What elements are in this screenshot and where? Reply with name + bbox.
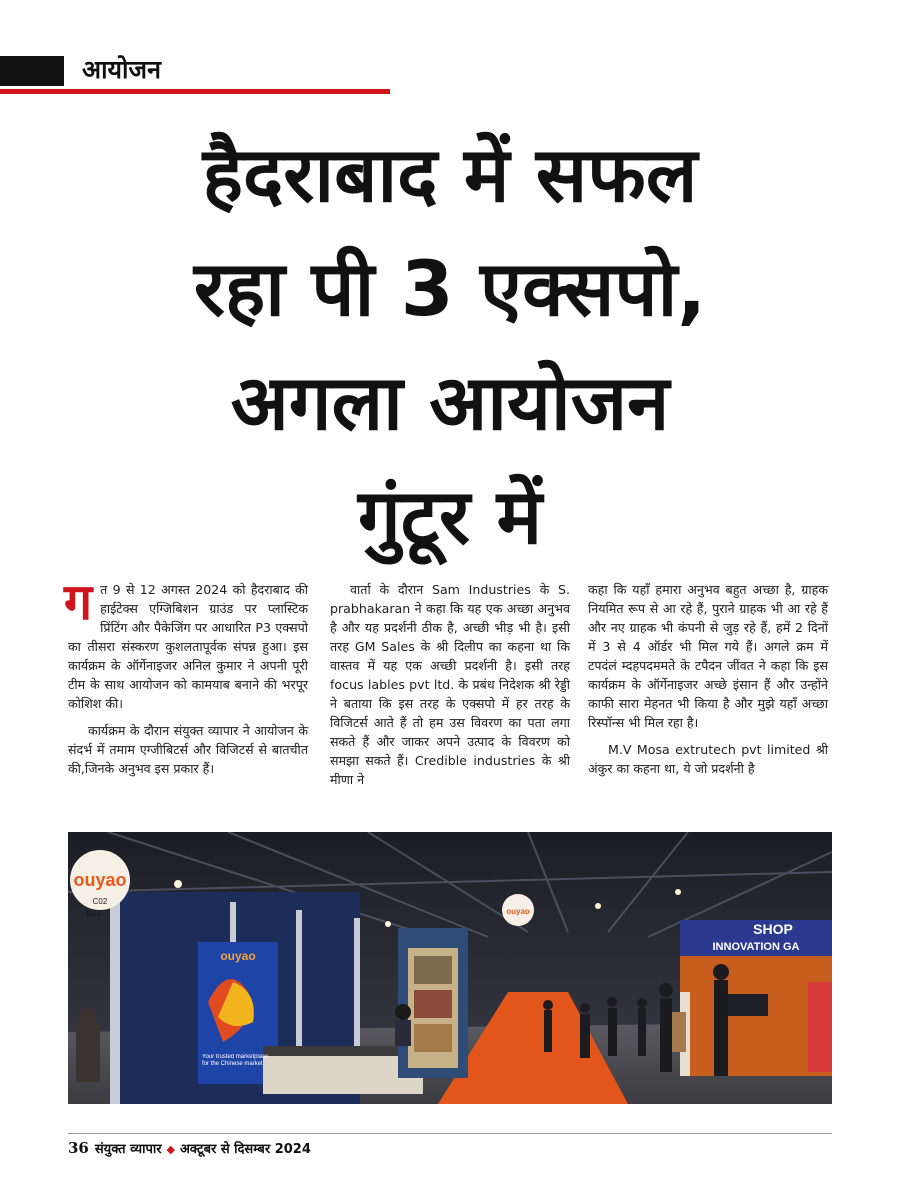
diamond-icon: ◆ [166, 1143, 175, 1156]
article-paragraph: M.V Mosa extrutech pvt limited श्री अंकुर का कहना था, ये जो प्रदर्शनी है [588, 742, 828, 776]
headline-line-1: हैदराबाद में सफल [202, 130, 698, 219]
booth-code-label: C02 [92, 897, 108, 906]
innovation-sign-label: INNOVATION GA [712, 941, 800, 953]
banner-tagline: Your trusted marketplace for the Chinese market [202, 1054, 269, 1067]
section-rule [0, 89, 390, 94]
section-bar [0, 56, 64, 86]
page-number: 36 [68, 1139, 89, 1157]
headline-line-4: गुंटूर में [357, 472, 543, 561]
expo-hall-photo [68, 832, 832, 1104]
headline-line-3: अगला आयोजन [230, 358, 670, 447]
drop-cap: ग [64, 573, 93, 631]
banner-brand-label: ouyao [220, 949, 256, 963]
article-paragraph: कहा कि यहाँ हमारा अनुभव बहुत अच्छा है, ग्राहक नियमित रूप से आ रहे हैं, पुराने ग्राहक भी आ रहे हैं और नए ग्राहक भी कंपनी से जुड़ रहे हैं, हमें 2 दिनों में 3 से 4 ऑर्डर भी मिल गये हैं। अगले क्रम में टपदंलं म्दहपदममतेे के टपैदन जींवत ने कहा कि इस कार्यक्रम के ऑर्गेनाइजर अच्छे इंसान हैं और उन्होंने काफी सारा मेहनत भी किया है और मुझे यहाँ अच्छा रिस्पॉन्स भी मिल रहा है। [588, 582, 828, 730]
article-paragraph: कार्यक्रम के दौरान संयुक्त व्यापार ने आयोजन के संदर्भ में तमाम एग्जीबिटर्स और विजिटर्स से बातचीत की,जिनके अनुभव इस प्रकार हैं। [68, 723, 308, 776]
magazine-name: संयुक्त व्यापार [94, 1142, 162, 1157]
article-paragraph: गत 9 से 12 अगस्त 2024 को हैदराबाद की हाईटेक्स एग्जिबिशन ग्राउंड पर प्लास्टिक प्रिंटिंग और पैकेजिंग पर आधारित P3 एक्सपो का तीसरा संस्करण कुशलतापूर्वक संपन्न हुआ। इस कार्यक्रम के ऑर्गेनाइजर अनिल कुमार ने अपनी पूरी टीम के साथ आयोजन को कामयाब बनाने की भरपूर कोशिश की। [64, 573, 308, 711]
booth-code-label: D03 [86, 909, 101, 918]
footer-rule [68, 1133, 832, 1134]
expo-hall-illustration [68, 832, 832, 1104]
headline-line-2: रहा पी 3 एक्सपो, [193, 244, 707, 333]
booth-brand-label: ouyao [73, 870, 127, 890]
article-column-1 [64, 573, 308, 786]
hanging-brand-label: ouyao [506, 907, 530, 916]
headline [30, 118, 870, 574]
article-paragraph: वार्ता के दौरान Sam Industries के S. prabhakaran ने कहा कि यह एक अच्छा अनुभव है और यह प्रदर्शनी ठीक है, अच्छी भीड़ भी है। इसी तरह GM Sales के श्री दिलीप का कहना था कि वास्तव में यह एक अच्छी प्रदर्शनी है। इसी तरह focus lables pvt ltd. के प्रबंध निदेशक श्री रेड्डी ने बताया कि इस तरह के एक्सपो में हर तरह के विजिटर्स आते हैं तो हम उस विवरण का पता लगा सकते हैं और जाकर अपने उत्पाद के विवरण को समझा सकते हैं। Credible industries के श्री मीणा ने [330, 582, 570, 787]
issue-date: अक्टूबर से दिसम्बर 2024 [180, 1142, 311, 1157]
article-column-2 [330, 580, 570, 797]
page-footer [68, 1139, 311, 1157]
article-body [64, 573, 832, 820]
shop-sign-label: SHOP [753, 921, 793, 937]
article-column-3 [588, 580, 828, 786]
section-label: आयोजन [82, 55, 161, 84]
